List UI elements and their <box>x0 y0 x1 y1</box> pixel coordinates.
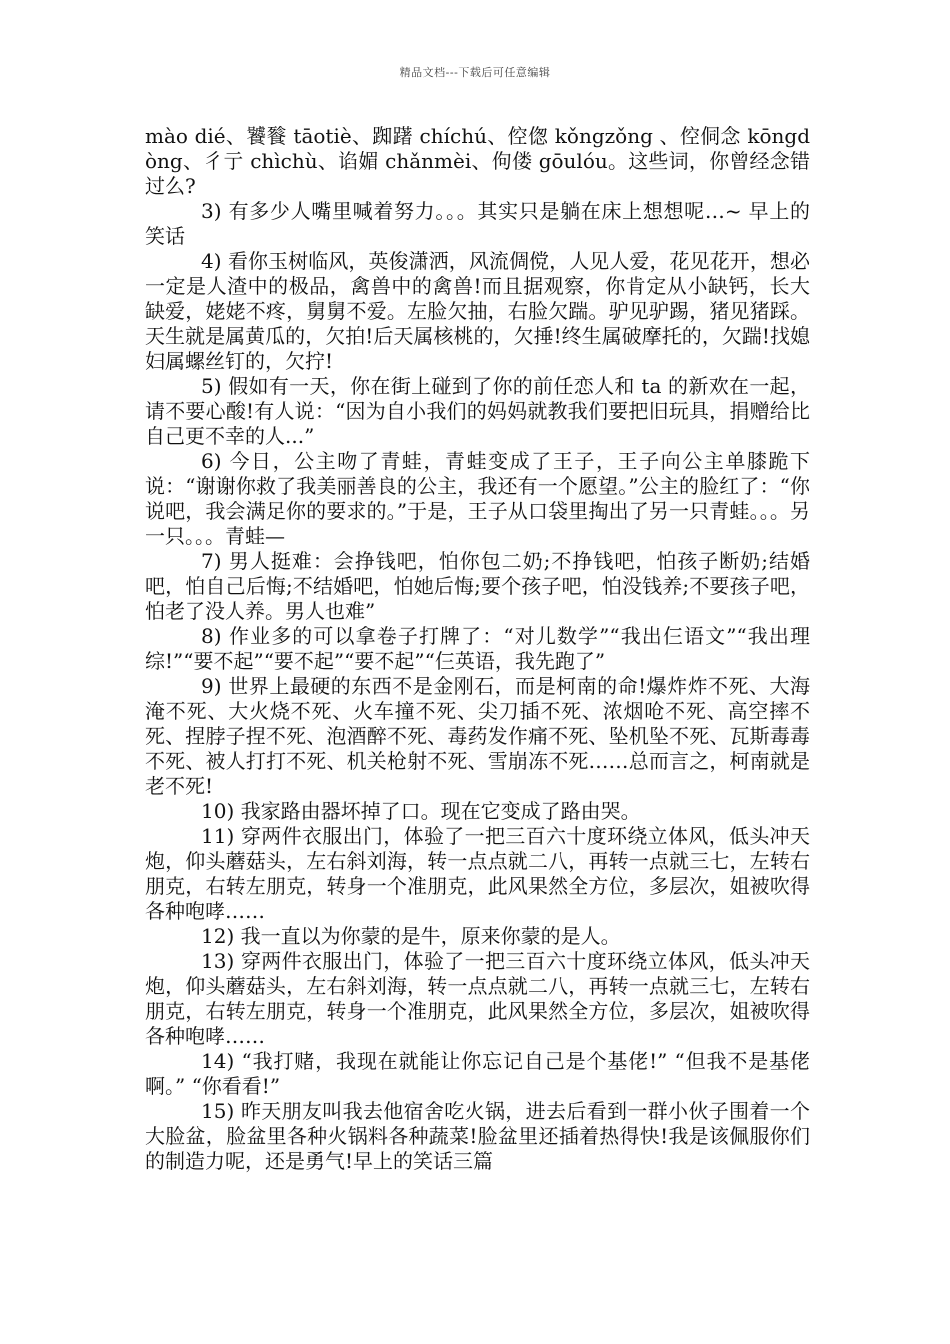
paragraph-1: mào dié、饕餮 tāotiè、踟躇 chíchú、倥偬 kǒngzǒng 、倥侗念 kōngdòng、彳亍 chìchù、谄媚 chǎnmèi、佝偻 gōulóu。这些词，你曾经念错过么? <box>145 124 810 198</box>
paragraph-10: 11) 穿两件衣服出门，体验了一把三百六十度环绕立体风，低头冲天炮，仰头蘑菇头，左右斜刘海，转一点点就二八，再转一点就三七，左转右朋克，右转左朋克，转身一个准朋克，此风果然全方位，多层次，姐被吹得各种咆哮…… <box>145 824 810 923</box>
paragraph-11: 12) 我一直以为你蒙的是牛，原来你蒙的是人。 <box>201 924 621 948</box>
paragraph-4: 5) 假如有一天，你在街上碰到了你的前任恋人和 ta 的新欢在一起，请不要心酸!有人说：“因为自小我们的妈妈就教我们要把旧玩具，捐赠给比自己更不幸的人...” <box>145 374 810 448</box>
paragraph-14: 15) 昨天朋友叫我去他宿舍吃火锅，进去后看到一群小伙子围着一个大脸盆，脸盆里各种火锅料各种蔬菜!脸盆里还插着热得快!我是该佩服你们的制造力呢，还是勇气!早上的笑话三篇 <box>145 1099 810 1173</box>
paragraph-12: 13) 穿两件衣服出门，体验了一把三百六十度环绕立体风，低头冲天炮，仰头蘑菇头，左右斜刘海，转一点点就二八，再转一点就三七，左转右朋克，右转左朋克，转身一个准朋克，此风果然全方位，多层次，姐被吹得各种咆哮…… <box>145 949 810 1048</box>
paragraph-3: 4) 看你玉树临风，英俊潇洒，风流倜傥，人见人爱，花见花开，想必一定是人渣中的极品，禽兽中的禽兽!而且据观察，你肯定从小缺钙，长大缺爱，姥姥不疼，舅舅不爱。左脸欠抽，右脸欠踹。驴见驴踢，猪见猪踩。天生就是属黄瓜的，欠拍!后天属核桃的，欠捶!终生属破摩托的，欠踹!找媳妇属螺丝钉的，欠拧! <box>145 249 810 373</box>
paragraph-6: 7) 男人挺难：会挣钱吧，怕你包二奶;不挣钱吧，怕孩子断奶;结婚吧，怕自己后悔;不结婚吧，怕她后悔;要个孩子吧，怕没钱养;不要孩子吧，怕老了没人养。男人也难” <box>145 549 810 623</box>
paragraph-7: 8) 作业多的可以拿卷子打牌了：“对儿数学”“我出仨语文”“我出理综!”“要不起”“要不起”“要不起”“仨英语，我先跑了” <box>145 624 810 673</box>
paragraph-2: 3) 有多少人嘴里喊着努力。。。其实只是躺在床上想想呢…~ 早上的笑话 <box>145 199 810 248</box>
paragraph-8: 9) 世界上最硬的东西不是金刚石，而是柯南的命!爆炸炸不死、大海淹不死、大火烧不死、火车撞不死、尖刀插不死、浓烟呛不死、高空摔不死、捏脖子捏不死、泡酒醉不死、毒药发作痛不死、坠机坠不死、瓦斯毒毒不死、被人打打不死、机关枪射不死、雪崩冻不死……总而言之，柯南就是老不死! <box>145 674 810 798</box>
document-body <box>145 124 810 1174</box>
page-header: 精品文档---下载后可任意编辑 <box>399 66 551 79</box>
paragraph-9: 10) 我家路由器坏掉了口。现在它变成了路由哭。 <box>201 799 641 823</box>
paragraph-13: 14) “我打赌，我现在就能让你忘记自己是个基佬!” “但我不是基佬啊。” “你看看!” <box>145 1049 810 1098</box>
paragraph-5: 6) 今日，公主吻了青蛙，青蛙变成了王子，王子向公主单膝跪下说：“谢谢你救了我美丽善良的公主，我还有一个愿望。”公主的脸红了：“你说吧，我会满足你的要求的。”于是，王子从口袋里掏出了另一只青蛙。。。另一只。。。青蛙— <box>145 449 810 548</box>
